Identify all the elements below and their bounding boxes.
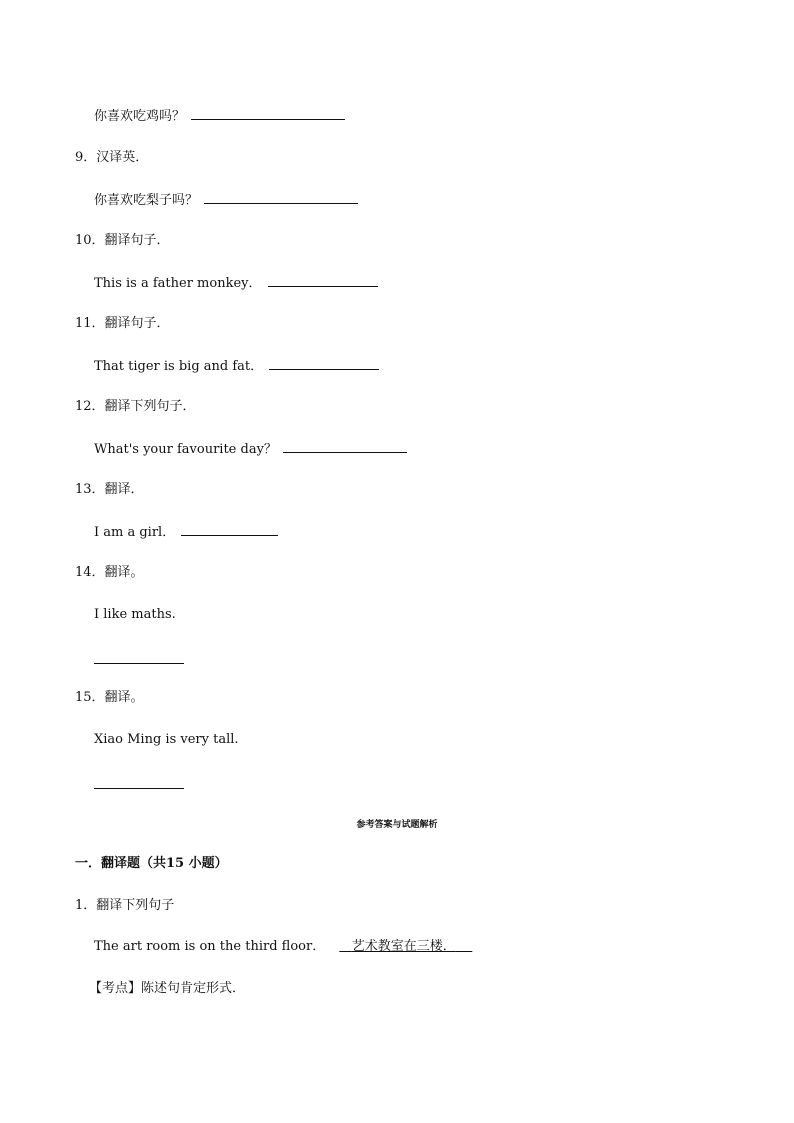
answer-text: 艺术教室在三楼． [351, 939, 456, 954]
item-text: This is a father monkey． [94, 273, 378, 293]
item-text: I like maths. [94, 607, 176, 622]
item-text: 你喜欢吃鸡吗？ [94, 106, 345, 126]
answer-blank[interactable] [181, 522, 278, 536]
item-text: 你喜欢吃梨子吗？ [94, 190, 358, 210]
answer-blank[interactable] [269, 356, 379, 370]
question-number: 1．翻译下列句子 [75, 898, 175, 913]
question-number: 11．翻译句子． [75, 316, 170, 331]
answer-blank[interactable] [268, 273, 378, 287]
question-number: 13．翻译． [75, 482, 144, 497]
question-number: 12．翻译下列句子． [75, 399, 196, 414]
answer-blank[interactable] [94, 662, 184, 664]
item-text: That tiger is big and fat． [94, 356, 379, 376]
question-number: 15．翻译。 [75, 690, 144, 705]
question-number: 9．汉译英． [75, 150, 149, 165]
answer-blank[interactable] [283, 439, 407, 453]
item-text: I am a girl． [94, 522, 278, 542]
item-text: Xiao Ming is very tall. [94, 732, 239, 747]
item-text: What's your favourite day？ [94, 439, 407, 459]
answer-blank[interactable] [94, 787, 184, 789]
knowledge-point: 【考点】陈述句肯定形式． [89, 981, 246, 996]
question-number: 14．翻译。 [75, 565, 144, 580]
answers-title: 参考答案与试题解析 [356, 820, 438, 830]
item-text: The art room is on the third floor． 艺术教室在三楼． [94, 938, 472, 956]
answer-blank[interactable] [204, 190, 358, 204]
question-number: 10．翻译句子． [75, 233, 170, 248]
answer-blank[interactable] [191, 106, 345, 120]
section-title: 一．翻译题（共15 小题） [75, 856, 228, 871]
